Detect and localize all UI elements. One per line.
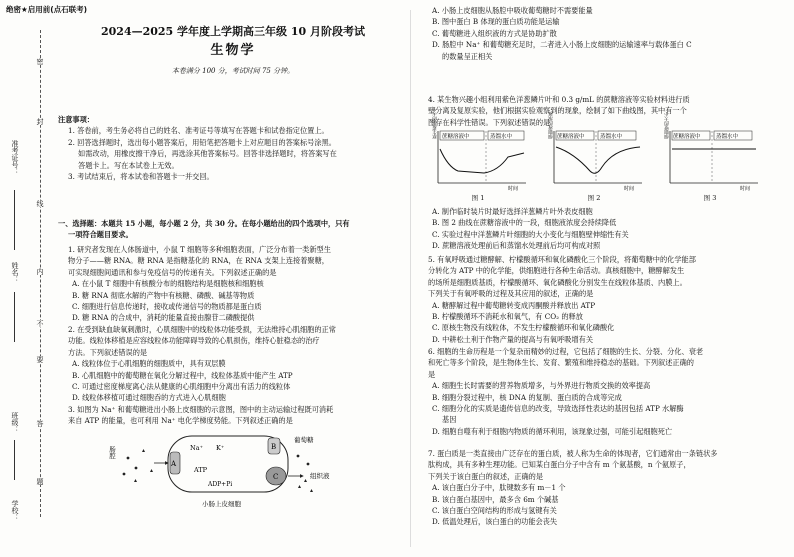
xingming-line	[14, 292, 15, 342]
note-item: 答题卡上。写在本试卷上无效。	[78, 160, 179, 170]
q7-stem: 下列关于该白蛋白的叙述，正确的是	[428, 471, 544, 481]
q6-stem: 是	[428, 369, 436, 379]
zhunkaozheng-label: 准考证号：	[11, 140, 19, 175]
banji-label: 班级：	[11, 412, 19, 433]
graph3-seg2: 蒸馏水中	[716, 134, 739, 140]
q4-option-c: C. 实验过程中洋葱鳞片叶细胞的大小变化与细胞壁伸缩性有关	[432, 229, 629, 239]
graph-2	[544, 112, 644, 192]
note-item: 2. 回答选择题时，选出每小题答案后，用铅笔把答题卡上对应题目的答案标号涂黑。	[68, 137, 336, 147]
note-item: 如需改动，用橡皮擦干净后，再选涂其他答案标号。回答非选择题时，将答案写在	[78, 149, 337, 159]
q1-option-b: B. 糖 RNA 彻底水解的产物中有核糖、磷酸、碱基等物质	[72, 290, 255, 300]
label-a: A	[171, 460, 177, 468]
graph2-curve	[556, 147, 640, 173]
graph2-caption: 图 2	[587, 194, 601, 202]
question-5	[418, 254, 784, 345]
q3-stem: 来自 ATP 的能量，也可利用 Na⁺ 电化学梯度势能。下列叙述正确的是	[68, 416, 293, 426]
label-c: C	[273, 473, 279, 481]
q2-option-b: B. 心肌细胞中的葡萄糖在氧化分解过程中，线粒体基质中能产生 ATP	[72, 370, 293, 380]
label-cell: 小肠上皮细胞	[202, 500, 241, 508]
secret-label: 绝密★启用前(点石联考)	[6, 5, 88, 14]
label-adp: ADP+Pi	[208, 481, 233, 488]
graph3-seg1: 蔗糖溶液中	[673, 134, 701, 140]
q2-option-d: D. 线粒体移植可通过细胞吞的方式进入心肌细胞	[72, 393, 226, 403]
graph2-ylabel: 细胞液的浓度	[548, 112, 554, 139]
seal-mark: 答	[36, 420, 44, 427]
q6-stem: 6. 细胞的生命历程是一个复杂而精妙的过程，它包括了细胞的生长、分裂、分化、衰老	[428, 347, 704, 356]
question-7	[418, 448, 784, 528]
q3-stem: 3. 如图为 Na⁺ 和葡萄糖进出小肠上皮细胞的示意图，图中的主动运输过程既可消耗	[68, 405, 334, 414]
q1-option-a: A. 在小鼠 T 细胞中有核酸分布的细胞结构是细胞核和细胞核	[72, 279, 264, 289]
q3-option-d: D. 肠腔中 Na⁺ 和葡萄糖充足时，二者进入小肠上皮细胞的运输速率与载体蛋白 C	[432, 40, 692, 50]
graph2-xlabel: 时间	[624, 186, 635, 192]
xuexiao-label: 学校：	[11, 500, 19, 521]
q2-stem: 2. 在受到缺血缺氧刺激时，心肌细胞中的线粒体功能受损，无法维持心肌细胞的正常	[68, 325, 336, 334]
q5-option-a: A. 糖酵解过程中葡萄糖转变成丙酮酸并释放出 ATP	[432, 300, 596, 310]
label-glucose: 葡萄糖	[294, 436, 314, 444]
question-4-options	[418, 206, 784, 252]
label-atp: ATP	[194, 466, 208, 474]
note-item: 1. 答卷前，考生务必将自己的姓名、准考证号等填写在答题卡和试卷指定位置上。	[68, 126, 329, 136]
graph1-ylabel: 原生质层的大小	[432, 107, 438, 139]
q6-option-c: C. 细胞分化的实质是遗传信息的改变，导致选择性表达的基因包括 ATP 水解酶	[432, 404, 684, 414]
seal-mark: 题	[36, 478, 44, 485]
q2-option-a: A. 线粒体位于心肌细胞的细胞质中，具有双层膜	[72, 359, 226, 369]
question-1	[58, 244, 408, 324]
subject-title: 生物学	[210, 43, 256, 58]
section-heading	[58, 218, 408, 241]
banji-line	[14, 440, 15, 480]
q3-option-c: C. 葡萄糖进入组织液的方式是协助扩散	[432, 28, 557, 38]
graph1-seg2: 蒸馏水中	[490, 134, 513, 140]
q7-stem: 肽构成，具有多种生理功能。已知某白蛋白分子中含有 m 个氨基酸，n 个氨原子，	[428, 460, 691, 470]
q6-option-d: D. 细胞自噬有利于细胞内物质的循环利用，该现象过强，可能引起细胞死亡	[432, 426, 673, 436]
question-3	[58, 404, 408, 427]
seal-mark: 线	[36, 200, 44, 207]
graph2-seg1: 蔗糖溶液中	[557, 134, 585, 140]
q7-option-d: D. 低温处理后，该白蛋白的功能会丧失	[432, 517, 558, 527]
graph2-seg2: 蒸馏水中	[600, 134, 623, 140]
q5-option-b: B. 柠檬酸循环不消耗水和氧气，有 CO₂ 的释放	[432, 312, 583, 322]
section-heading-line1: 一、选择题：本题共 15 小题，每小题 2 分，共 30 分。在每小题给出的四个选项中，只有	[58, 219, 350, 228]
graph3-xlabel: 时间	[740, 186, 751, 192]
q5-stem: 下列关于有氧呼吸的过程及其应用的叙述，正确的是	[428, 289, 594, 299]
section-heading-line2: 一项符合题目要求。	[68, 230, 133, 240]
label-k: K⁺	[216, 444, 225, 452]
q5-stem: 的场所是细胞质基质，柠檬酸循环、氧化磷酸化分别发生在线粒体基质、内膜上。	[428, 277, 687, 287]
q7-stem: 7. 蛋白质是一类直接由广泛存在的蛋白质，被人称为生命的体现者，它们通常由一条链状多	[428, 449, 718, 458]
exam-meta: 本卷满分 100 分，考试时间 75 分钟。	[171, 67, 295, 75]
q4-stem: 图存在科学性错误。下列叙述错误的是	[428, 117, 551, 127]
binding-strip	[0, 0, 52, 557]
graph3-caption: 图 3	[703, 194, 717, 202]
notes	[58, 114, 408, 182]
q2-stem: 方法。下列叙述错误的是	[68, 347, 148, 357]
q7-option-a: A. 该白蛋白分子中，肽键数多有 m－1 个	[432, 483, 566, 493]
q6-option-b: B. 细胞分裂过程中，核 DNA 的复制、蛋白质的合成等完成	[432, 392, 622, 402]
q7-option-c: C. 该白蛋白空间结构的形成与氢键有关	[432, 506, 557, 516]
question-3-options	[418, 5, 784, 62]
q1-stem: 物分子——糖 RNA。糖 RNA 是指糖基化的 RNA，在 RNA 支架上连接着聚糖，	[68, 256, 329, 266]
q3-option-d-cont: 的数量呈正相关	[442, 51, 493, 61]
page-separator	[410, 10, 411, 547]
graph1-caption: 图 1	[471, 194, 485, 202]
q6-option-a: A. 细胞生长时需要的营养物质增多，与外界进行物质交换的效率提高	[432, 381, 651, 391]
question-4	[418, 94, 784, 128]
q2-stem: 功能。线粒体移植是应容线粒体功能障碍导致的心肌损伤，维持心脏稳态的治疗	[68, 336, 320, 346]
q3-option-b: B. 图中蛋白 B 体现的蛋白质功能是运输	[432, 17, 560, 27]
seal-mark: 内	[36, 268, 44, 275]
q5-option-c: C. 原核生物没有线粒体，不发生柠檬酸循环和氧化磷酸化	[432, 323, 615, 333]
seal-mark: 要	[36, 356, 44, 363]
q5-stem: 5. 有氧呼吸通过糖酵解、柠檬酸循环和氧化磷酸化三个阶段，将葡萄糖中的化学能部	[428, 255, 696, 264]
q1-option-c: C. 细胞进行信息传递时，接收或传递信号的物质都是蛋白质	[72, 302, 262, 312]
note-item: 3. 考试结束后，将本试卷和答题卡一并交回。	[68, 172, 214, 182]
seal-mark: 密	[36, 58, 44, 65]
seal-mark: 封	[36, 118, 44, 125]
q6-stem: 和死亡等多个阶段，是生物体生长、发育、繁殖和维持稳态的基础。下列叙述正确的	[428, 358, 694, 368]
q4-option-b: B. 图 2 曲线在蔗糖溶液中的一段，细胞液浓度会持续降低	[432, 218, 617, 228]
label-b: B	[271, 443, 277, 451]
q6-option-c-cont: 基因	[442, 415, 457, 425]
graph1-curve	[440, 149, 524, 173]
q4-option-d: D. 蔗糖溶液处理前后和蒸馏水处理前后均可构成对照	[432, 241, 601, 251]
q4-stem: 4. 某生物兴趣小组利用紫色洋葱鳞片叶和 0.3 g/mL 的蔗糖溶液等实验材料进行质	[428, 95, 690, 104]
graph-3	[660, 112, 760, 192]
seal-mark: 不	[36, 320, 44, 327]
exam-title: 2024—2025 学年度上学期高三年级 10 月阶段考试	[100, 25, 366, 38]
xingming-label: 姓名：	[11, 262, 19, 283]
q1-option-d: D. 糖 RNA 的合成中，消耗的能量直接由腺苷二磷酸提供	[72, 313, 255, 323]
label-lumen: 肠腔	[108, 446, 116, 459]
q1-stem: 1. 研究者发现在人体肠道中，小鼠 T 细胞等多种细胞表面，广泛分布着一类新型生	[68, 245, 331, 254]
zhunkaozheng-line	[14, 190, 15, 250]
graph1-xlabel: 时间	[508, 186, 519, 192]
label-na: Na⁺	[190, 444, 203, 452]
q5-option-d: D. 中耕松土利于作物产量的提高与有氧呼吸增有关	[432, 334, 594, 344]
question-2	[58, 324, 408, 404]
q2-option-c: C. 可通过密度梯度离心法从健康的心肌细胞中分离出有活力的线粒体	[72, 382, 291, 392]
q4-option-a: A. 制作临时装片时最好选择洋葱鳞片叶外表皮细胞	[432, 207, 593, 216]
q5-stem: 分转化为 ATP 中的化学能，供细胞进行各种生命活动。真核细胞中，糖酵解发生	[428, 266, 685, 276]
transport-diagram	[98, 428, 328, 510]
notes-heading: 注意事项：	[58, 115, 94, 124]
q7-option-b: B. 该白蛋白基因中，最多含 6m 个碱基	[432, 494, 559, 504]
q1-stem: 可实现细胞间通讯和参与免疫信号的传递有关。下列叙述正确的是	[68, 267, 277, 277]
q3-option-a: A. 小肠上皮细胞从肠腔中吸收葡萄糖时不需要能量	[432, 6, 593, 15]
label-tissue: 组织液	[310, 472, 330, 480]
graph1-seg1: 蔗糖溶液中	[442, 134, 470, 140]
question-6	[418, 346, 784, 437]
q4-stem: 壁分离及复原实验，他们根据实验观察到的现象，绘制了如下曲线图，其中有一个	[428, 106, 687, 116]
graph3-ylabel: 细胞壁的大小	[664, 112, 670, 139]
